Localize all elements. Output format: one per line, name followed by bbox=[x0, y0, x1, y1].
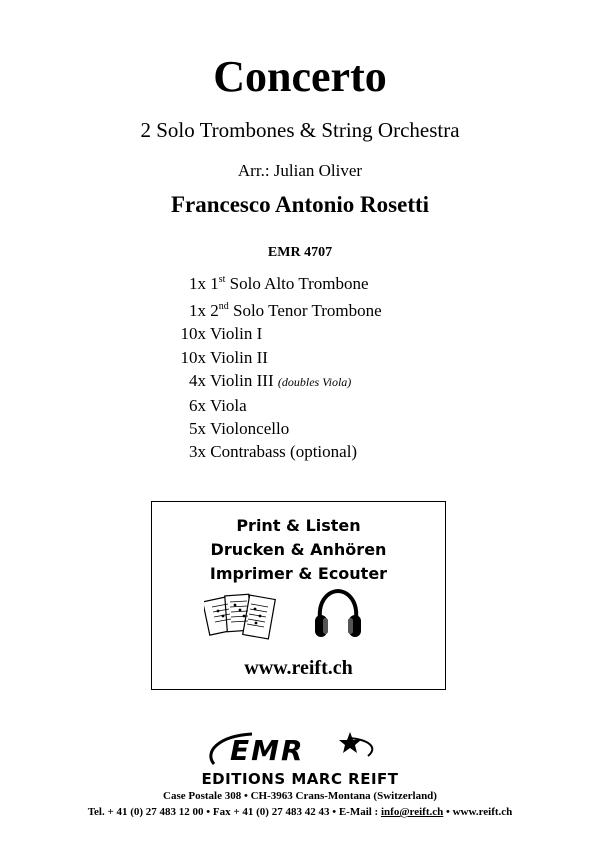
part-name: Solo Alto Trombone bbox=[229, 274, 369, 293]
part-quantity: 3x bbox=[189, 442, 206, 462]
part-note: (doubles Viola) bbox=[277, 374, 352, 389]
part-name: Violoncello bbox=[209, 419, 290, 439]
part-item bbox=[174, 417, 474, 440]
part-quantity: 1x bbox=[189, 274, 206, 293]
contact-email-link[interactable]: info@reift.ch bbox=[380, 806, 444, 818]
part-name: Contrabass (optional) bbox=[210, 442, 358, 462]
part-name: Viola bbox=[209, 396, 247, 416]
promo-line-french: Imprimer & Ecouter bbox=[209, 564, 388, 583]
print-listen-box bbox=[151, 501, 446, 690]
publisher-name: EDITIONS MARC REIFT bbox=[201, 770, 399, 788]
part-quantity: 5x bbox=[189, 419, 206, 439]
part-item bbox=[174, 346, 474, 369]
part-name: Violin I bbox=[209, 324, 263, 344]
part-quantity: 10x bbox=[180, 347, 206, 367]
part-quantity: 6x bbox=[189, 396, 206, 416]
part-name: Solo Tenor Trombone bbox=[233, 301, 382, 321]
part-item bbox=[174, 322, 474, 345]
catalog-number: EMR 4707 bbox=[267, 245, 333, 260]
emr-logo-text: EMR bbox=[230, 734, 305, 767]
part-ordinal-suffix: nd bbox=[218, 301, 229, 313]
part-item bbox=[174, 369, 474, 394]
sheet-music-icon bbox=[204, 589, 278, 647]
part-quantity: 1x bbox=[189, 301, 206, 321]
composer-name: Francesco Antonio Rosetti bbox=[170, 192, 430, 217]
part-quantity: 4x bbox=[189, 370, 206, 390]
part-name: Violin II bbox=[209, 347, 268, 367]
part-ordinal-suffix: st bbox=[218, 274, 226, 285]
contact-website[interactable]: • www.reift.ch bbox=[443, 806, 513, 818]
emr-logo bbox=[200, 730, 400, 768]
instrumentation-subtitle: 2 Solo Trombones & String Orchestra bbox=[140, 118, 460, 142]
publisher-address: Case Postale 308 • CH-3963 Crans-Montana (Switzerland) bbox=[163, 790, 437, 802]
parts-list bbox=[174, 268, 474, 464]
promo-line-english: Print & Listen bbox=[236, 516, 361, 535]
part-item bbox=[174, 268, 474, 295]
part-item bbox=[174, 295, 474, 322]
part-name: Violin III bbox=[209, 370, 274, 390]
part-ordinal: 1 bbox=[210, 274, 219, 293]
part-item bbox=[174, 440, 474, 463]
arranger-credit: Arr.: Julian Oliver bbox=[237, 161, 363, 180]
headphones-icon bbox=[312, 587, 364, 643]
publisher-contact bbox=[0, 805, 600, 819]
contact-phone-fax: Tel. + 41 (0) 27 483 12 00 • Fax + 41 (0) 27 483 42 43 • E-Mail : bbox=[87, 806, 381, 818]
part-item bbox=[174, 394, 474, 417]
part-quantity: 10x bbox=[180, 324, 206, 344]
page-title: Concerto bbox=[213, 52, 387, 101]
promo-line-german: Drucken & Anhören bbox=[210, 540, 387, 559]
part-ordinal: 2 bbox=[210, 301, 219, 321]
promo-website[interactable]: www.reift.ch bbox=[244, 657, 353, 679]
